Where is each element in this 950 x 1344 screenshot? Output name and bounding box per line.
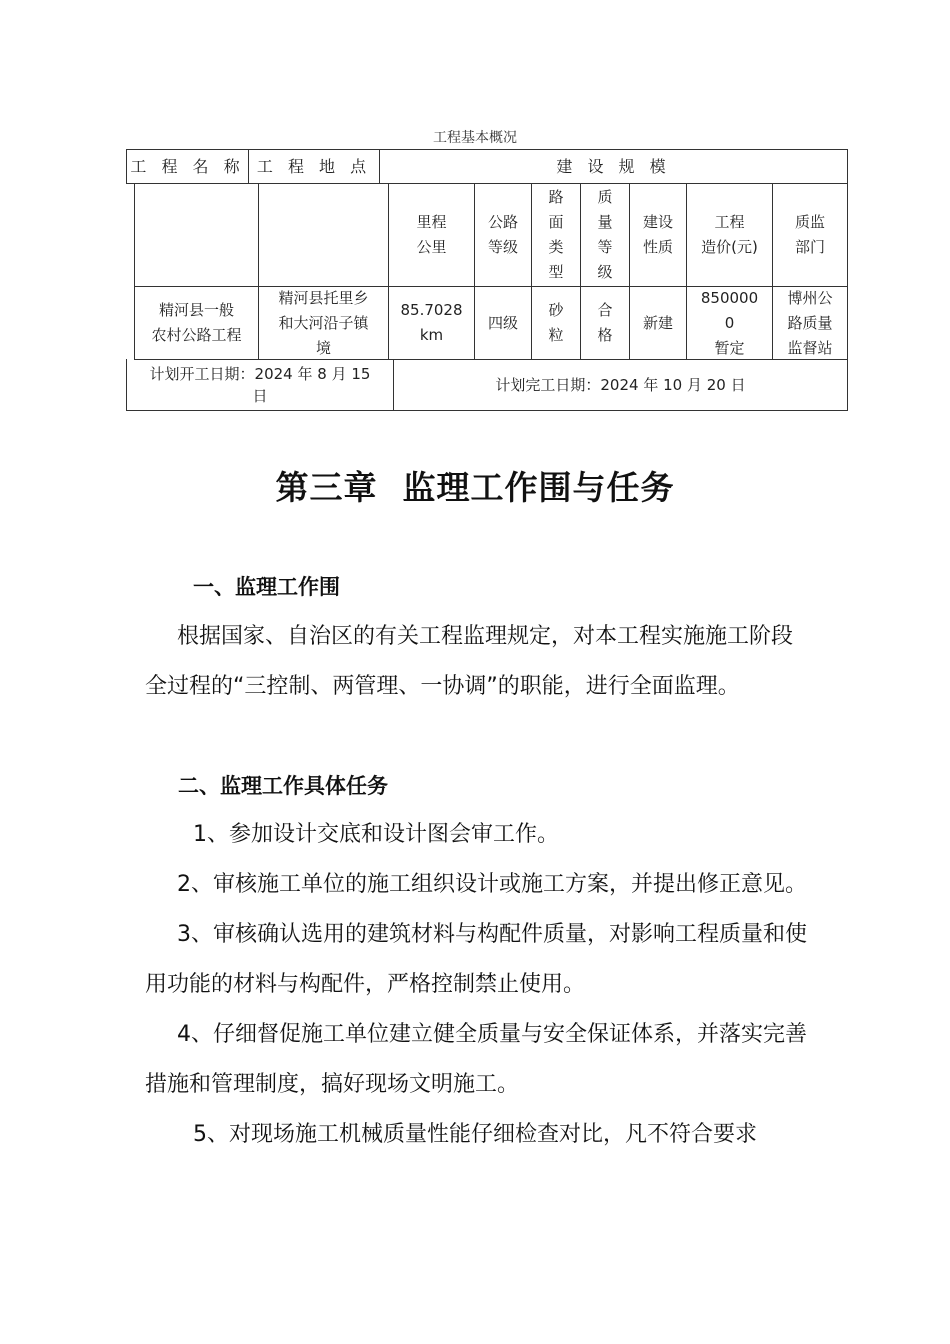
table-border-bottom (126, 410, 848, 411)
subheader-supervision-dept: 质监 部门 (794, 213, 825, 256)
planned-start-date: 计划开工日期：2024 年 8 月 15 日 (149, 365, 371, 405)
cell-surface-type: 砂 粒 (548, 301, 564, 344)
scope-paragraph: 根据国家、自治区的有关工程监理规定，对本工程实施施工阶段全过程的“三控制、两管理、一协调”的职能，进行全面监理。 (145, 624, 794, 699)
planned-end-date: 计划完工日期：2024 年 10 月 20 日 (495, 375, 746, 394)
section-heading-scope: 一、监理工作围 (193, 575, 340, 599)
task-item-2: 2、审核施工单位的施工组织设计或施工方案，并提出修正意见。 (177, 872, 807, 897)
cell-construction-nature: 新建 (642, 313, 673, 332)
cell-project-cost: 850000 0 暂定 (700, 288, 759, 357)
task-item-3: 3、审核确认选用的建筑材料与构配件质量，对影响工程质量和使用功能的材料与构配件，严格控制禁止使用。 (145, 922, 807, 997)
header-construction-scale: 建 设 规 模 (556, 157, 671, 176)
section-heading-tasks: 二、监理工作具体任务 (178, 774, 388, 798)
chapter-title: 第三章 监理工作围与任务 (275, 468, 675, 507)
task-item-4: 4、仔细督促施工单位建立健全质量与安全保证体系，并落实完善措施和管理制度，搞好现场文明施工。 (145, 1022, 807, 1097)
cell-quality-grade: 合 格 (597, 301, 613, 344)
subheader-mileage: 里程 公里 (416, 213, 447, 256)
header-project-location: 工 程 地 点 (256, 157, 372, 176)
task-item-1: 1、参加设计交底和设计图会审工作。 (193, 822, 559, 847)
section-tasks-body (145, 810, 810, 1160)
subheader-project-cost: 工程 造价(元) (701, 213, 758, 256)
task-item-5: 5、对现场施工机械质量性能仔细检查对比，凡不符合要求 (193, 1122, 757, 1147)
subheader-road-grade: 公路 等级 (487, 213, 518, 256)
cell-supervision-dept: 博州公 路质量 监督站 (787, 288, 833, 357)
subheader-surface-type: 路 面 类 型 (548, 188, 564, 281)
cell-road-grade: 四级 (487, 313, 518, 332)
cell-project-name: 精河县一般 农村公路工程 (151, 301, 242, 344)
subheader-quality-grade: 质 量 等 级 (597, 188, 613, 281)
table-border-right (847, 149, 848, 411)
section-scope-body (145, 612, 810, 712)
cell-mileage: 85.7028 km (400, 301, 463, 344)
table-caption: 工程基本概况 (433, 130, 517, 146)
header-project-name: 工 程 名 称 (130, 157, 245, 176)
cell-project-location: 精河县托里乡 和大河沿子镇 境 (278, 288, 369, 357)
subheader-construction-nature: 建设 性质 (642, 213, 673, 256)
